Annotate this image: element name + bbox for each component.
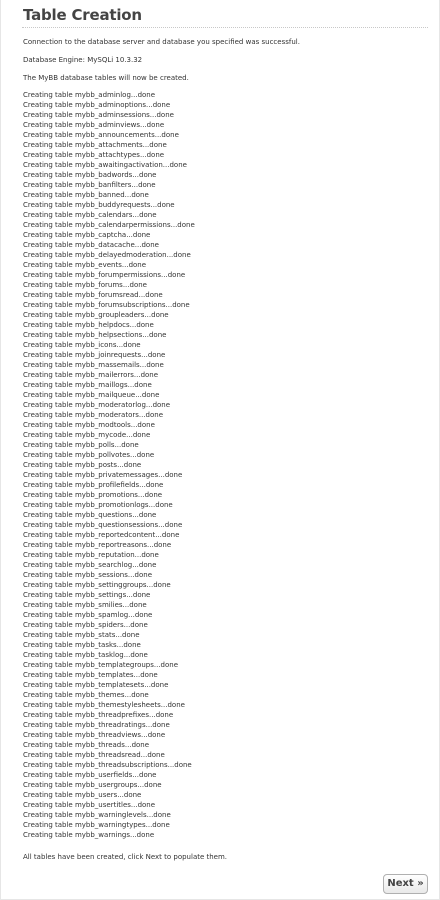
log-line: Creating table mybb_warnings...done bbox=[23, 831, 155, 839]
log-line: Creating table mybb_stats...done bbox=[23, 631, 140, 639]
log-line: Creating table mybb_threadratings...done bbox=[23, 721, 170, 729]
log-line: Creating table mybb_warningtypes...done bbox=[23, 821, 170, 829]
log-line: Creating table mybb_awaitingactivation...done bbox=[23, 161, 187, 169]
log-line: Creating table mybb_moderators...done bbox=[23, 411, 164, 419]
log-line: Creating table mybb_badwords...done bbox=[23, 171, 157, 179]
log-line: Creating table mybb_templatesets...done bbox=[23, 681, 169, 689]
log-line: Creating table mybb_banned...done bbox=[23, 191, 149, 199]
log-line: Creating table mybb_announcements...done bbox=[23, 131, 179, 139]
log-line: Creating table mybb_usergroups...done bbox=[23, 781, 162, 789]
log-line: Creating table mybb_threadsread...done bbox=[23, 751, 165, 759]
log-line: Creating table mybb_sessions...done bbox=[23, 571, 153, 579]
log-line: Creating table mybb_smilies...done bbox=[23, 601, 147, 609]
creating-tables-message: The MyBB database tables will now be created. bbox=[23, 74, 189, 82]
log-line: Creating table mybb_mycode...done bbox=[23, 431, 151, 439]
log-line: Creating table mybb_banfilters...done bbox=[23, 181, 156, 189]
log-line: Creating table mybb_massemails...done bbox=[23, 361, 164, 369]
completion-message: All tables have been created, click Next to populate them. bbox=[23, 853, 228, 861]
log-line: Creating table mybb_users...done bbox=[23, 791, 142, 799]
log-line: Creating table mybb_mailerrors...done bbox=[23, 371, 159, 379]
title-divider bbox=[22, 27, 428, 28]
log-line: Creating table mybb_modtools...done bbox=[23, 421, 155, 429]
table-creation-log bbox=[23, 90, 195, 840]
log-line: Creating table mybb_helpsections...done bbox=[23, 331, 167, 339]
log-line: Creating table mybb_datacache...done bbox=[23, 241, 159, 249]
log-line: Creating table mybb_threadsubscriptions...done bbox=[23, 761, 192, 769]
connection-message: Connection to the database server and database you specified was successful. bbox=[23, 38, 300, 46]
log-line: Creating table mybb_themestylesheets...done bbox=[23, 701, 185, 709]
log-line: Creating table mybb_threads...done bbox=[23, 741, 150, 749]
log-line: Creating table mybb_adminsessions...done bbox=[23, 111, 174, 119]
log-line: Creating table mybb_forumsread...done bbox=[23, 291, 163, 299]
log-line: Creating table mybb_calendarpermissions...done bbox=[23, 221, 195, 229]
log-line: Creating table mybb_templates...done bbox=[23, 671, 158, 679]
log-line: Creating table mybb_adminoptions...done bbox=[23, 101, 171, 109]
log-line: Creating table mybb_spiders...done bbox=[23, 621, 148, 629]
log-line: Creating table mybb_posts...done bbox=[23, 461, 142, 469]
log-line: Creating table mybb_searchlog...done bbox=[23, 561, 157, 569]
log-line: Creating table mybb_reputation...done bbox=[23, 551, 159, 559]
log-line: Creating table mybb_mailqueue...done bbox=[23, 391, 160, 399]
log-line: Creating table mybb_helpdocs...done bbox=[23, 321, 154, 329]
log-line: Creating table mybb_promotionlogs...done bbox=[23, 501, 173, 509]
log-line: Creating table mybb_forumpermissions...done bbox=[23, 271, 186, 279]
log-line: Creating table mybb_usertitles...done bbox=[23, 801, 156, 809]
log-line: Creating table mybb_userfields...done bbox=[23, 771, 157, 779]
log-line: Creating table mybb_buddyrequests...done bbox=[23, 201, 175, 209]
log-line: Creating table mybb_threadviews...done bbox=[23, 731, 166, 739]
log-line: Creating table mybb_moderatorlog...done bbox=[23, 401, 171, 409]
log-line: Creating table mybb_icons...done bbox=[23, 341, 141, 349]
log-line: Creating table mybb_joinrequests...done bbox=[23, 351, 166, 359]
log-line: Creating table mybb_attachtypes...done bbox=[23, 151, 165, 159]
log-line: Creating table mybb_groupleaders...done bbox=[23, 311, 169, 319]
page-title: Table Creation bbox=[23, 6, 142, 24]
log-line: Creating table mybb_reportreasons...done bbox=[23, 541, 172, 549]
log-line: Creating table mybb_delayedmoderation...done bbox=[23, 251, 191, 259]
log-line: Creating table mybb_themes...done bbox=[23, 691, 149, 699]
log-line: Creating table mybb_threadprefixes...done bbox=[23, 711, 174, 719]
log-line: Creating table mybb_templategroups...done bbox=[23, 661, 179, 669]
log-line: Creating table mybb_tasklog...done bbox=[23, 651, 148, 659]
log-line: Creating table mybb_captcha...done bbox=[23, 231, 151, 239]
log-line: Creating table mybb_promotions...done bbox=[23, 491, 163, 499]
log-line: Creating table mybb_forumsubscriptions...done bbox=[23, 301, 190, 309]
log-line: Creating table mybb_maillogs...done bbox=[23, 381, 152, 389]
log-line: Creating table mybb_warninglevels...done bbox=[23, 811, 171, 819]
log-line: Creating table mybb_questions...done bbox=[23, 511, 157, 519]
log-line: Creating table mybb_adminviews...done bbox=[23, 121, 165, 129]
database-engine-line: Database Engine: MySQLi 10.3.32 bbox=[23, 56, 143, 64]
log-line: Creating table mybb_reportedcontent...done bbox=[23, 531, 180, 539]
log-line: Creating table mybb_calendars...done bbox=[23, 211, 157, 219]
log-line: Creating table mybb_settinggroups...done bbox=[23, 581, 171, 589]
log-line: Creating table mybb_questionsessions...done bbox=[23, 521, 183, 529]
log-line: Creating table mybb_forums...done bbox=[23, 281, 147, 289]
next-button[interactable]: Next » bbox=[383, 874, 428, 894]
log-line: Creating table mybb_tasks...done bbox=[23, 641, 141, 649]
log-line: Creating table mybb_profilefields...done bbox=[23, 481, 164, 489]
log-line: Creating table mybb_adminlog...done bbox=[23, 91, 156, 99]
log-line: Creating table mybb_spamlog...done bbox=[23, 611, 153, 619]
log-line: Creating table mybb_attachments...done bbox=[23, 141, 167, 149]
log-line: Creating table mybb_events...done bbox=[23, 261, 147, 269]
log-line: Creating table mybb_privatemessages...done bbox=[23, 471, 183, 479]
log-line: Creating table mybb_pollvotes...done bbox=[23, 451, 155, 459]
log-line: Creating table mybb_settings...done bbox=[23, 591, 151, 599]
log-line: Creating table mybb_polls...done bbox=[23, 441, 139, 449]
